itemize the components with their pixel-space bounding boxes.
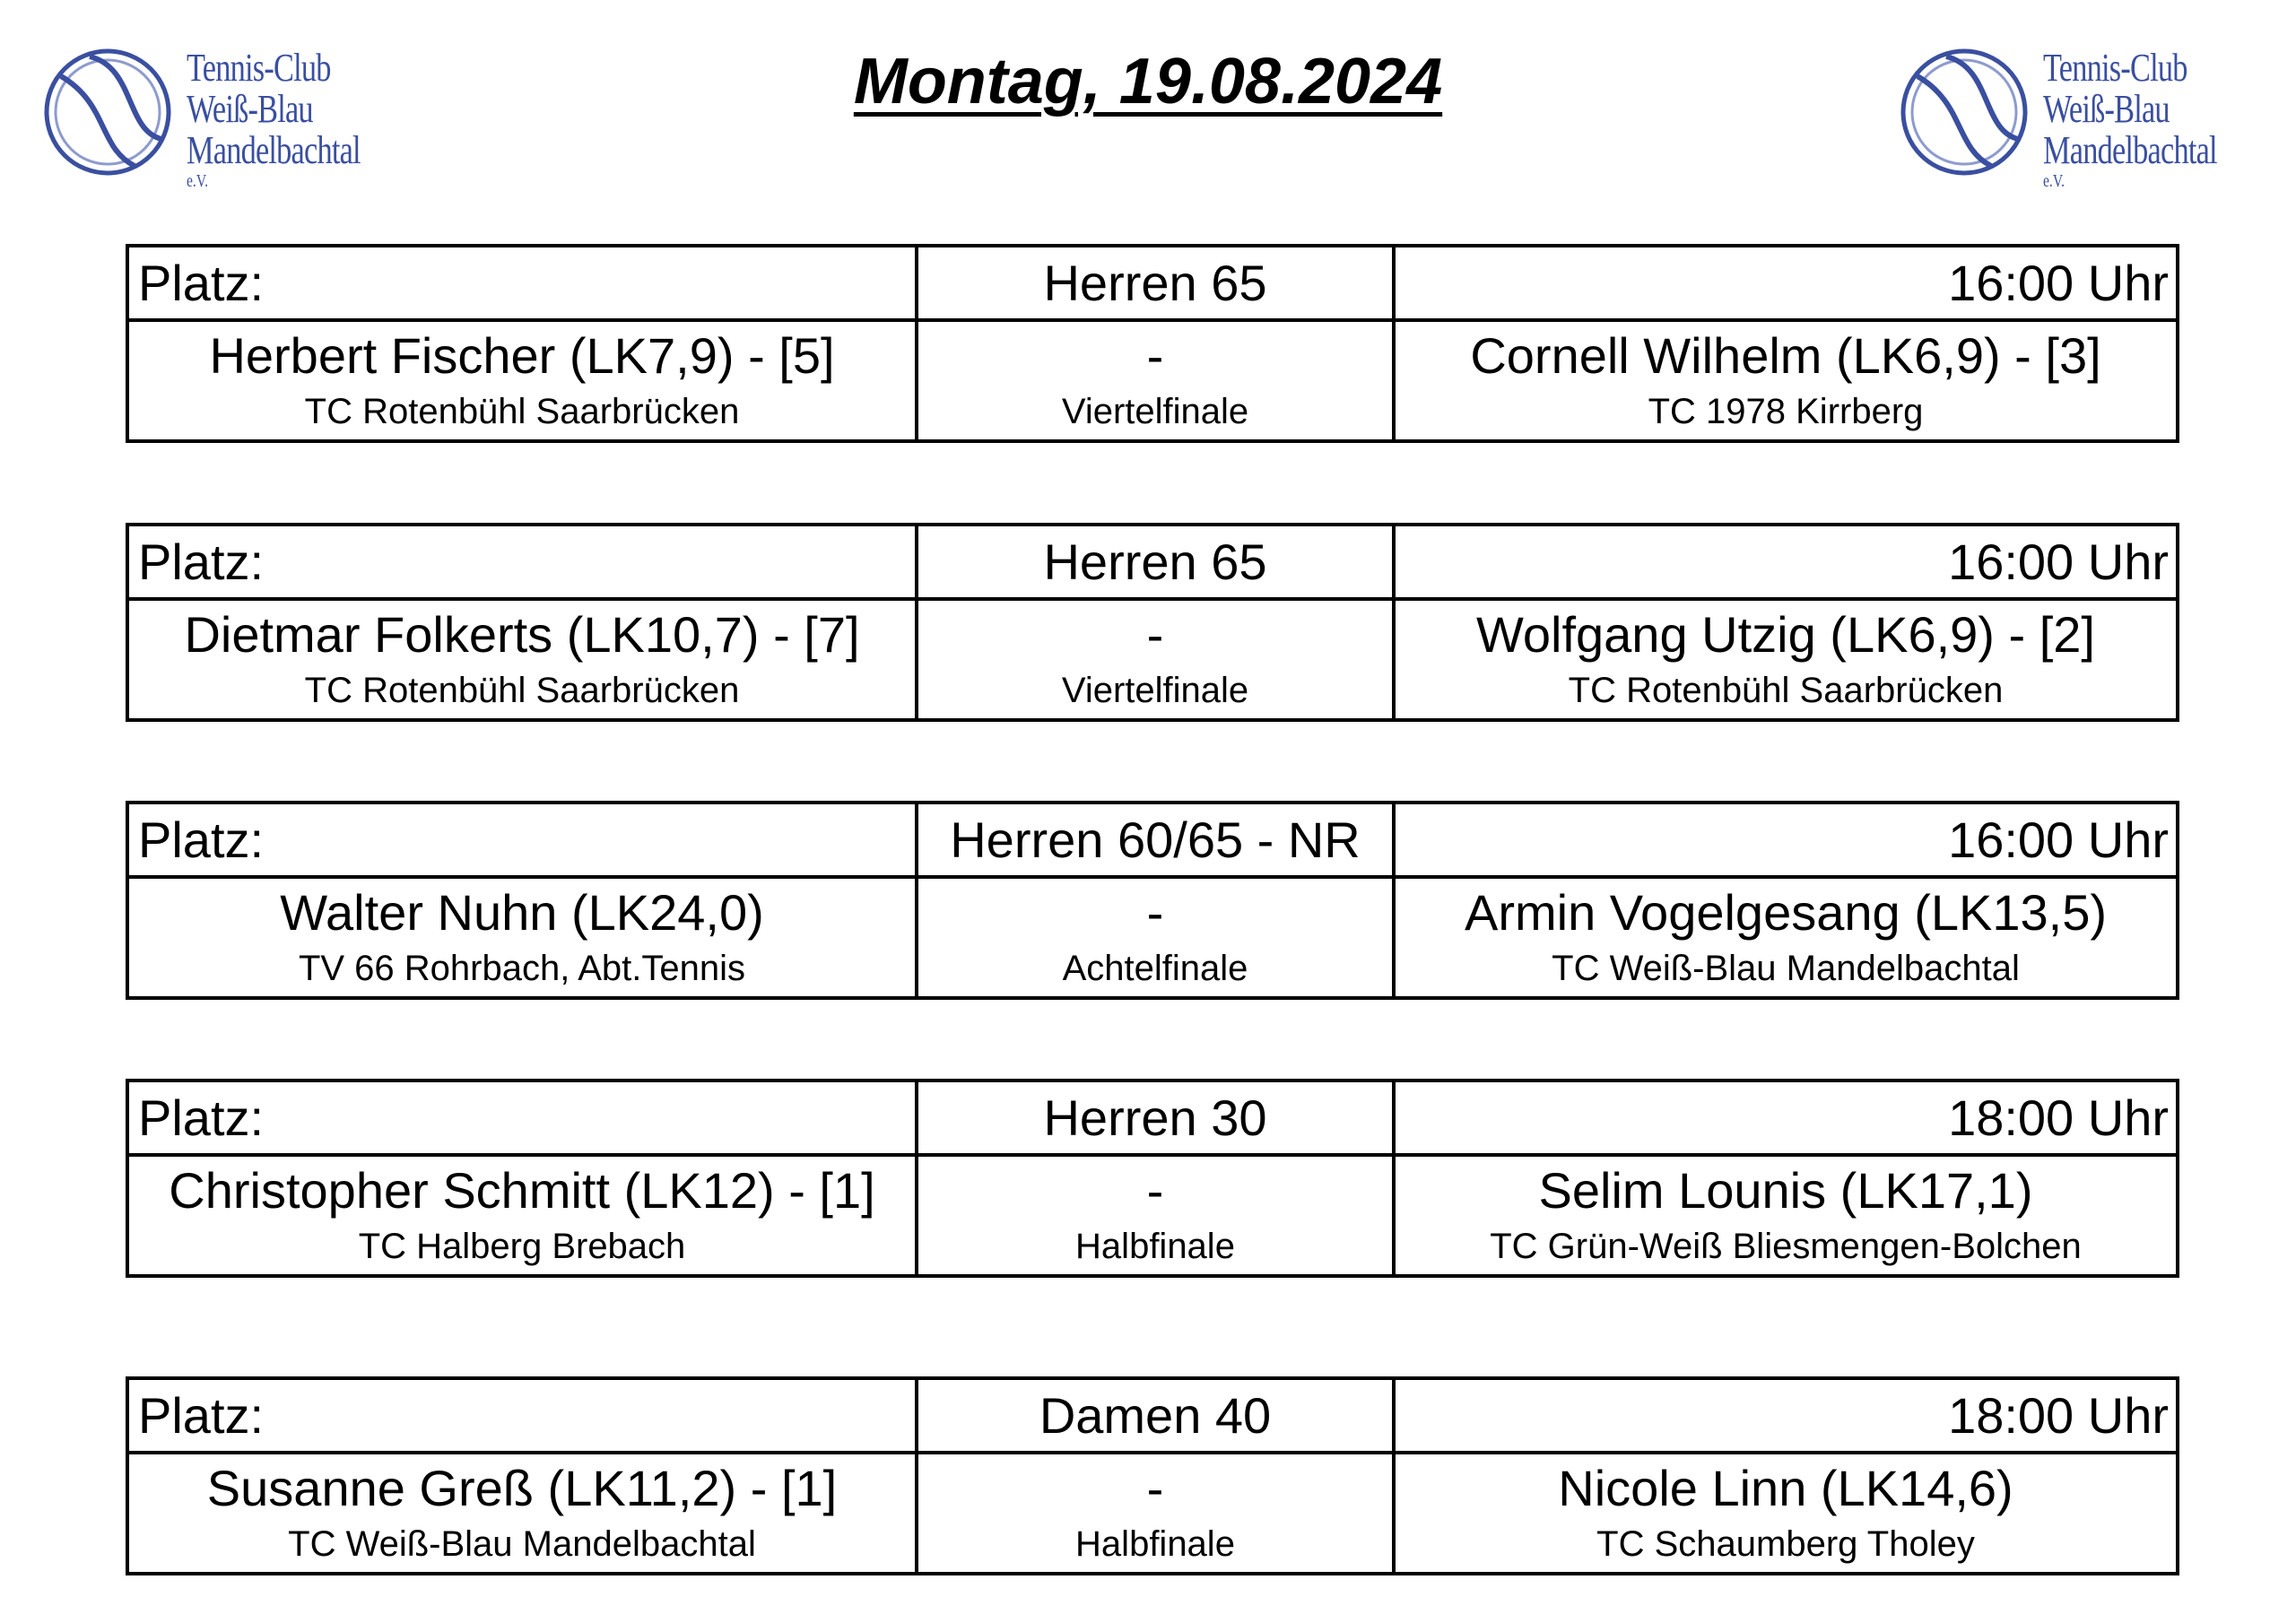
player-1: Christopher Schmitt (LK12) - [1]: [169, 1162, 875, 1219]
player-2: Armin Vogelgesang (LK13,5): [1465, 884, 2107, 941]
player-2: Cornell Wilhelm (LK6,9) - [3]: [1470, 327, 2101, 384]
club-1: TC Rotenbühl Saarbrücken: [304, 671, 740, 710]
club-2: TC Rotenbühl Saarbrücken: [1568, 671, 2004, 710]
court-label: Platz:: [138, 255, 265, 311]
round: Halbfinale: [1075, 1524, 1235, 1564]
category: Herren 30: [1043, 1089, 1267, 1146]
match-box: [126, 244, 2179, 443]
logo-line-4: e.V.: [187, 171, 208, 191]
vs-separator: -: [1146, 606, 1164, 663]
logo-line-2: Weiß-Blau: [2043, 87, 2170, 131]
round: Viertelfinale: [1061, 392, 1249, 431]
player-1: Dietmar Folkerts (LK10,7) - [7]: [184, 606, 860, 663]
match-box: [126, 523, 2179, 722]
club-2: TC Weiß-Blau Mandelbachtal: [1552, 949, 2020, 988]
start-time: 18:00 Uhr: [1948, 1387, 2169, 1444]
match-box: [126, 801, 2179, 1000]
club-2: TC Schaumberg Tholey: [1596, 1524, 1975, 1564]
player-2: Wolfgang Utzig (LK6,9) - [2]: [1476, 606, 2095, 663]
category: Herren 60/65 - NR: [950, 812, 1361, 868]
club-2: TC Grün-Weiß Bliesmengen-Bolchen: [1490, 1227, 2082, 1266]
club-1: TV 66 Rohrbach, Abt.Tennis: [298, 949, 746, 988]
court-label: Platz:: [138, 534, 265, 590]
logo-line-2: Weiß-Blau: [187, 87, 313, 131]
category: Damen 40: [1039, 1387, 1272, 1444]
court-label: Platz:: [138, 812, 265, 868]
player-2: Selim Lounis (LK17,1): [1538, 1162, 2033, 1219]
category: Herren 65: [1043, 255, 1267, 311]
row-divider: [129, 875, 2176, 879]
row-divider: [129, 1451, 2176, 1454]
row-divider: [129, 318, 2176, 322]
round: Achtelfinale: [1062, 949, 1248, 988]
player-1: Walter Nuhn (LK24,0): [280, 884, 764, 941]
start-time: 18:00 Uhr: [1948, 1089, 2169, 1146]
start-time: 16:00 Uhr: [1948, 255, 2169, 311]
club-1: TC Rotenbühl Saarbrücken: [304, 392, 740, 431]
logo-line-1: Tennis-Club: [187, 46, 331, 90]
logo-line-3: Mandelbachtal: [187, 128, 361, 172]
player-1: Susanne Greß (LK11,2) - [1]: [206, 1460, 838, 1516]
court-label: Platz:: [138, 1387, 265, 1444]
logo-line-1: Tennis-Club: [2043, 46, 2187, 90]
vs-separator: -: [1146, 884, 1164, 941]
row-divider: [129, 1153, 2176, 1157]
club-1: TC Halberg Brebach: [358, 1227, 686, 1266]
club-2: TC 1978 Kirrberg: [1648, 392, 1924, 431]
match-box: [126, 1079, 2179, 1278]
vs-separator: -: [1146, 1162, 1164, 1219]
player-1: Herbert Fischer (LK7,9) - [5]: [209, 327, 835, 384]
vs-separator: -: [1146, 327, 1164, 384]
logo-line-4: e.V.: [2043, 171, 2065, 191]
logo-line-3: Mandelbachtal: [2043, 128, 2217, 172]
round: Viertelfinale: [1061, 671, 1249, 710]
row-divider: [129, 597, 2176, 601]
start-time: 16:00 Uhr: [1948, 534, 2169, 590]
start-time: 16:00 Uhr: [1948, 812, 2169, 868]
category: Herren 65: [1043, 534, 1267, 590]
court-label: Platz:: [138, 1089, 265, 1146]
page-title: [0, 45, 2296, 118]
page-title-text: Montag, 19.08.2024: [853, 46, 1443, 117]
vs-separator: -: [1146, 1460, 1164, 1516]
club-1: TC Weiß-Blau Mandelbachtal: [288, 1524, 756, 1564]
match-box: [126, 1376, 2179, 1575]
round: Halbfinale: [1075, 1227, 1235, 1266]
player-2: Nicole Linn (LK14,6): [1558, 1460, 2013, 1516]
